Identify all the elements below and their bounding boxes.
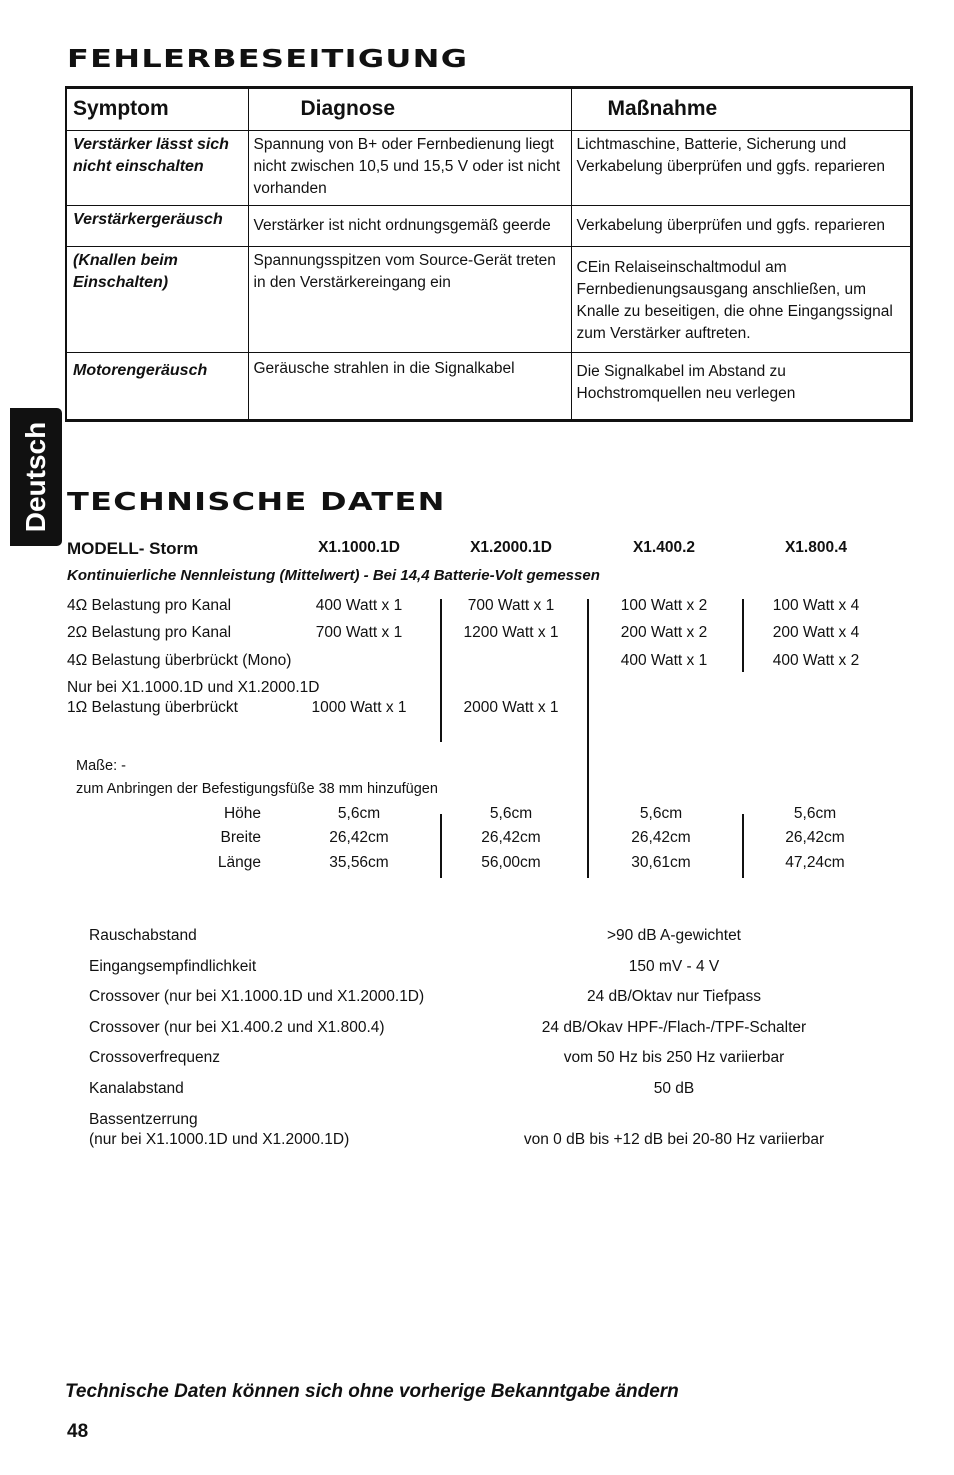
column-header-diagnosis: Diagnose xyxy=(248,88,571,131)
dimension-value: 5,6cm xyxy=(489,805,533,822)
model-name: X1.400.2 xyxy=(632,539,696,556)
page-number: 48 xyxy=(67,1421,89,1442)
table-row xyxy=(66,131,911,206)
remedy-cell: Lichtmaschine, Batterie, Sicherung und Verkabelung überprüfen und ggfs. reparieren xyxy=(571,131,911,206)
spec-value: 700 Watt x 1 xyxy=(315,624,403,641)
spec-value: 1000 Watt x 1 xyxy=(311,699,407,716)
column-divider xyxy=(440,814,442,878)
general-spec-label: Crossover (nur bei X1.400.2 und X1.800.4) xyxy=(89,1019,385,1036)
column-header-symptom: Symptom xyxy=(66,88,248,131)
dimension-label: Höhe xyxy=(223,805,261,822)
model-name: X1.1000.1D xyxy=(318,539,400,556)
dimension-label: Länge xyxy=(217,854,261,871)
dimension-value: 47,24cm xyxy=(785,854,845,871)
remedy-cell: Die Signalkabel im Abstand zu Hochstromquellen neu verlegen xyxy=(571,353,911,421)
troubleshooting-table xyxy=(65,86,913,422)
spec-value: 200 Watt x 2 xyxy=(620,624,708,641)
dimensions-label: Maße: - xyxy=(76,758,126,774)
general-spec-label: Crossoverfrequenz xyxy=(89,1049,220,1066)
symptom-cell: Motorengeräusch xyxy=(66,353,248,421)
dimension-value: 26,42cm xyxy=(329,829,389,846)
model-label: MODELL- Storm xyxy=(67,539,199,558)
spec-value: 400 Watt x 1 xyxy=(620,652,708,669)
spec-value: 400 Watt x 2 xyxy=(772,652,860,669)
general-spec-label: Kanalabstand xyxy=(89,1080,184,1097)
general-spec-value: 24 dB/Okav HPF-/Flach-/TPF-Schalter xyxy=(541,1019,807,1036)
footer-note: Technische Daten können sich ohne vorherige Bekanntgabe ändern xyxy=(65,1381,679,1402)
symptom-cell: (Knallen beim Einschalten) xyxy=(66,247,248,353)
column-divider xyxy=(742,814,744,878)
dimension-value: 5,6cm xyxy=(793,805,837,822)
dimension-value: 5,6cm xyxy=(337,805,381,822)
table-row xyxy=(66,353,911,421)
dimension-value: 26,42cm xyxy=(785,829,845,846)
dimensions-note: zum Anbringen der Befestigungsfüße 38 mm hinzufügen xyxy=(76,781,438,797)
diagnosis-cell: Spannungsspitzen vom Source-Gerät treten in den Verstärkereingang ein xyxy=(248,247,571,353)
column-divider xyxy=(440,599,442,742)
spec-label: 4Ω Belastung pro Kanal xyxy=(67,597,232,614)
dimension-value: 26,42cm xyxy=(481,829,541,846)
general-spec-label: Eingangsempfindlichkeit xyxy=(89,958,257,975)
spec-value: 400 Watt x 1 xyxy=(315,597,403,614)
model-name: X1.2000.1D xyxy=(470,539,552,556)
general-spec-value: >90 dB A-gewichtet xyxy=(607,927,741,944)
dimension-value: 35,56cm xyxy=(329,854,389,871)
general-spec-value: von 0 dB bis +12 dB bei 20-80 Hz variierbar xyxy=(523,1131,825,1148)
column-header-remedy: Maßnahme xyxy=(571,88,911,131)
column-divider xyxy=(587,599,589,742)
general-spec-value: vom 50 Hz bis 250 Hz variierbar xyxy=(563,1049,785,1066)
diagnosis-cell: Spannung von B+ oder Fernbedienung liegt nicht zwischen 10,5 und 15,5 V oder ist nicht vorhanden xyxy=(248,131,571,206)
diagnosis-cell: Verstärker ist nicht ordnungsgemäß geerde xyxy=(248,206,571,247)
column-divider xyxy=(587,742,589,878)
spec-value: 100 Watt x 2 xyxy=(620,597,708,614)
spec-label: 1Ω Belastung überbrückt xyxy=(67,699,238,716)
table-row xyxy=(66,206,911,247)
general-spec-value: 150 mV - 4 V xyxy=(628,958,720,975)
general-spec-label: Crossover (nur bei X1.1000.1D und X1.2000.1D) xyxy=(89,988,425,1005)
remedy-cell: CEin Relaiseinschaltmodul am Fernbedienungsausgang anschließen, um Knalle zu beseitigen, die ohne Eingangssignal zum Verstärker auftreten. xyxy=(571,247,911,353)
diagnosis-cell: Geräusche strahlen in die Signalkabel xyxy=(248,353,571,421)
dimension-value: 26,42cm xyxy=(631,829,691,846)
spec-value: 700 Watt x 1 xyxy=(467,597,555,614)
general-spec-label: Rauschabstand xyxy=(89,927,197,944)
general-spec-value: 50 dB xyxy=(653,1080,695,1097)
general-spec-label: (nur bei X1.1000.1D und X1.2000.1D) xyxy=(89,1131,350,1148)
language-tab-label: Deutsch xyxy=(20,421,51,533)
dimension-label: Breite xyxy=(220,829,261,846)
remedy-cell: Verkabelung überprüfen und ggfs. reparieren xyxy=(571,206,911,247)
spec-note: Nur bei X1.1000.1D und X1.2000.1D xyxy=(67,679,320,696)
symptom-cell: Verstärkergeräusch xyxy=(66,206,248,247)
model-name: X1.800.4 xyxy=(784,539,848,556)
specs-heading: TECHNISCHE DATEN xyxy=(67,487,446,516)
power-rating-note: Kontinuierliche Nennleistung (Mittelwert) - Bei 14,4 Batterie-Volt gemessen xyxy=(67,567,600,584)
spec-label: 4Ω Belastung überbrückt (Mono) xyxy=(67,652,292,669)
dimension-value: 56,00cm xyxy=(481,854,541,871)
spec-value: 200 Watt x 4 xyxy=(772,624,860,641)
general-spec-value: 24 dB/Oktav nur Tiefpass xyxy=(586,988,762,1005)
spec-value: 2000 Watt x 1 xyxy=(463,699,559,716)
table-header-row xyxy=(66,88,911,131)
dimension-value: 5,6cm xyxy=(639,805,683,822)
spec-label: 2Ω Belastung pro Kanal xyxy=(67,624,232,641)
troubleshooting-heading: FEHLERBESEITIGUNG xyxy=(67,44,469,73)
table-row xyxy=(66,247,911,353)
spec-value: 1200 Watt x 1 xyxy=(463,624,559,641)
general-spec-label: Bassentzerrung xyxy=(89,1111,198,1128)
language-tab xyxy=(10,408,62,546)
symptom-cell: Verstärker lässt sich nicht einschalten xyxy=(66,131,248,206)
dimension-value: 30,61cm xyxy=(631,854,691,871)
column-divider xyxy=(742,599,744,672)
spec-value: 100 Watt x 4 xyxy=(772,597,860,614)
